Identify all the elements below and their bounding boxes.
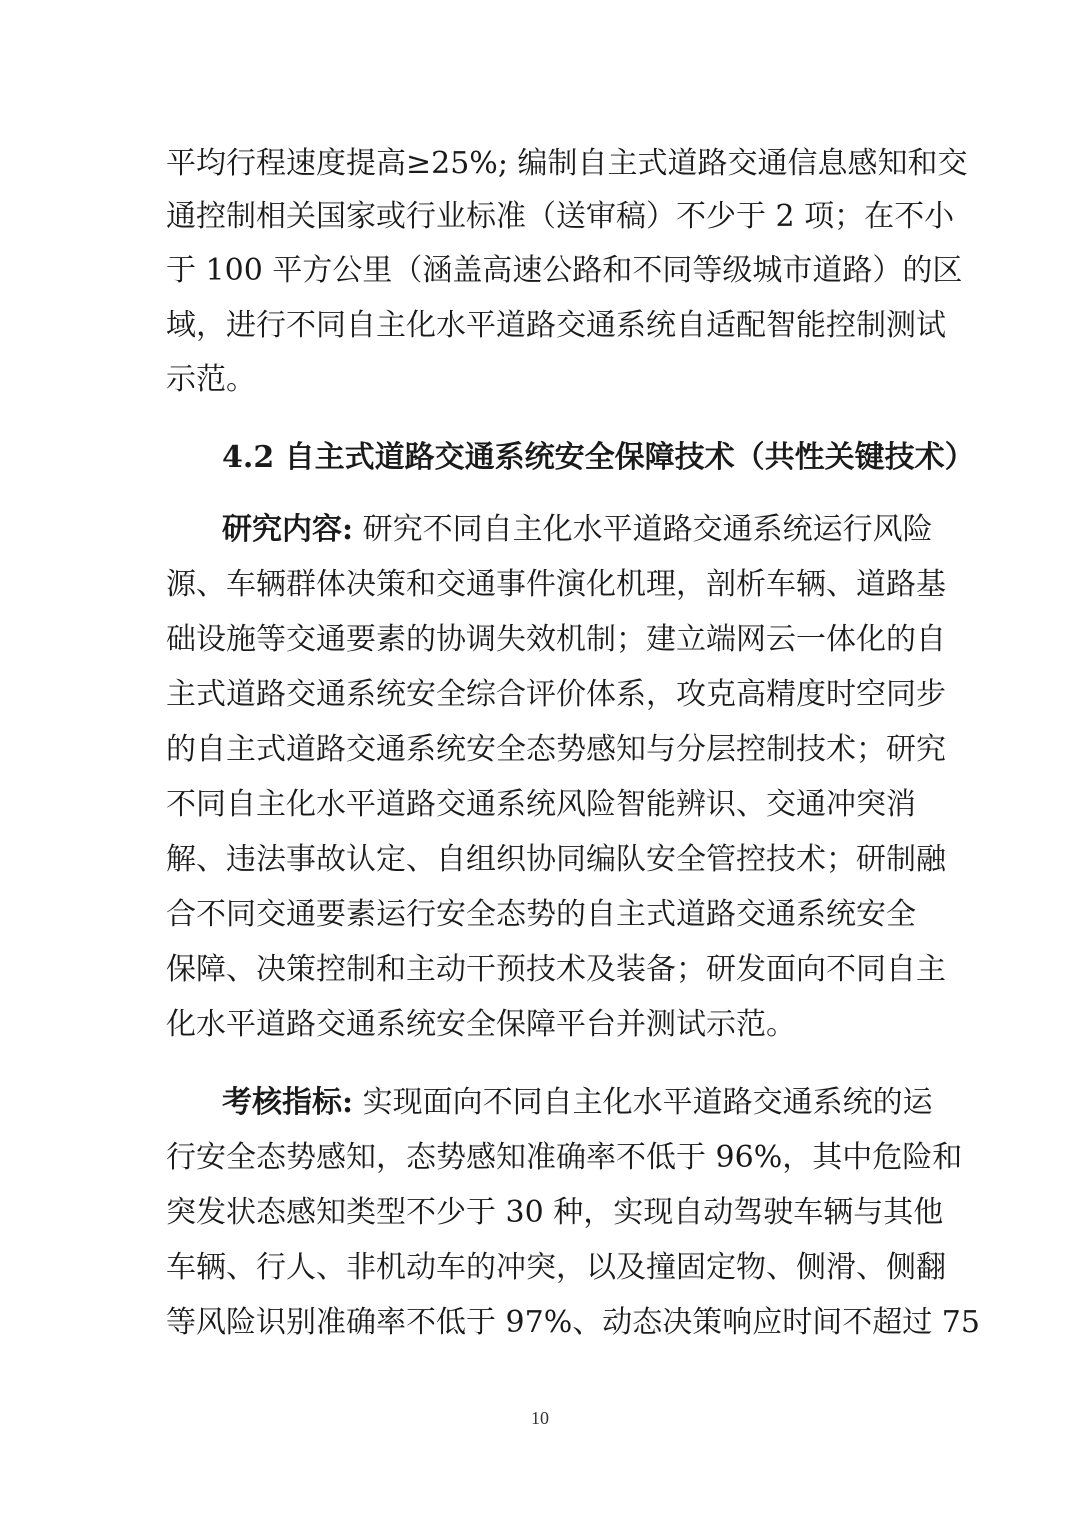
- research-line-6: 不同自主化水平道路交通系统风险智能辨识、交通冲突消: [166, 787, 916, 822]
- research-line-5: 的自主式道路交通系统安全态势感知与分层控制技术；研究: [166, 732, 946, 767]
- research-line-2: 源、车辆群体决策和交通事件演化机理，剖析车辆、道路基: [166, 567, 946, 602]
- assessment-line-2: 行安全态势感知，态势感知准确率不低于 96%，其中危险和: [166, 1140, 963, 1175]
- assessment-first-line-text: 实现面向不同自主化水平道路交通系统的运: [353, 1085, 933, 1120]
- research-first-line-text: 研究不同自主化水平道路交通系统运行风险: [353, 512, 933, 547]
- research-line-10: 化水平道路交通系统安全保障平台并测试示范。: [166, 1007, 796, 1042]
- para1-line-1: 平均行程速度提高≥25%; 编制自主式道路交通信息感知和交: [166, 146, 968, 181]
- research-line-4: 主式道路交通系统安全综合评价体系，攻克高精度时空同步: [166, 677, 946, 712]
- para1-line-2: 通控制相关国家或行业标准（送审稿）不少于 2 项；在不小: [166, 199, 955, 234]
- research-line-7: 解、违法事故认定、自组织协同编队安全管控技术；研制融: [166, 842, 946, 877]
- page-number: 10: [531, 1408, 549, 1428]
- para1-line-4: 域，进行不同自主化水平道路交通系统自适配智能控制测试: [166, 308, 946, 343]
- research-line-8: 合不同交通要素运行安全态势的自主式道路交通系统安全: [166, 897, 916, 932]
- assessment-line-5: 等风险识别准确率不低于 97%、动态决策响应时间不超过 75: [166, 1305, 980, 1340]
- assessment-line-3: 突发状态感知类型不少于 30 种，实现自动驾驶车辆与其他: [166, 1195, 944, 1230]
- assessment-label: 考核指标:: [222, 1085, 354, 1120]
- para1-line-3: 于 100 平方公里（涵盖高速公路和不同等级城市道路）的区: [166, 253, 963, 288]
- section-heading: 4.2 自主式道路交通系统安全保障技术（共性关键技术）: [222, 440, 975, 475]
- research-line-3: 础设施等交通要素的协调失效机制；建立端网云一体化的自: [166, 622, 946, 657]
- research-label: 研究内容:: [222, 512, 354, 547]
- assessment-first-line: [222, 1083, 933, 1123]
- research-first-line: [222, 510, 933, 550]
- research-line-9: 保障、决策控制和主动干预技术及装备；研发面向不同自主: [166, 952, 946, 987]
- assessment-line-4: 车辆、行人、非机动车的冲突，以及撞固定物、侧滑、侧翻: [166, 1250, 946, 1285]
- para1-line-5: 示范。: [166, 362, 256, 397]
